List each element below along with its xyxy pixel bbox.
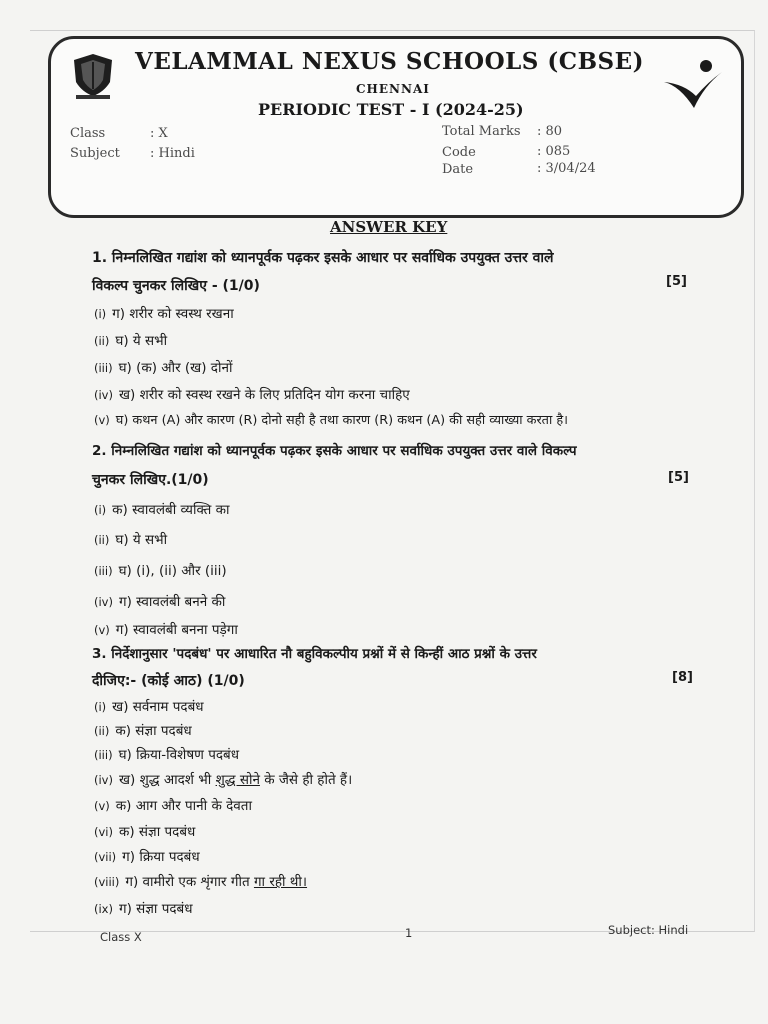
school-shield-logo	[70, 52, 116, 100]
footer-class: Class X	[100, 930, 142, 944]
q3-line2: दीजिए:- (कोई आठ) (1/0)	[92, 673, 245, 689]
q2-line2: चुनकर लिखिए.(1/0)	[92, 472, 209, 488]
school-city: CHENNAI	[356, 82, 430, 96]
footer-page-number: 1	[405, 926, 413, 940]
underlined-phrase: शुद्ध सोने	[215, 772, 260, 788]
total-marks-label: Total Marks	[442, 124, 521, 139]
q2-answer: (i) क) स्वावलंबी व्यक्ति का	[94, 502, 230, 518]
q1-answer: (v) घ) कथन (A) और कारण (R) दोनो सही है तथा कारण (R) कथन (A) की सही व्याख्या करता है।	[94, 413, 569, 428]
q3-answer: (ii) क) संज्ञा पदबंध	[94, 723, 192, 739]
test-title: PERIODIC TEST - I (2024-25)	[258, 100, 524, 119]
q2-answer: (v) ग) स्वावलंबी बनना पड़ेगा	[94, 622, 238, 638]
q1-answer: (iii) घ) (क) और (ख) दोनों	[94, 360, 233, 376]
school-name: VELAMMAL NEXUS SCHOOLS (CBSE)	[135, 48, 645, 75]
q1-marks: [5]	[666, 274, 687, 289]
q3-answer: (viii) ग) वामीरो एक शृंगार गीत गा रही थी।	[94, 874, 308, 890]
q3-answer: (vii) ग) क्रिया पदबंध	[94, 849, 200, 865]
q2-line1: 2. निम्नलिखित गद्यांश को ध्यानपूर्वक पढ़कर इसके आधार पर सर्वाधिक उपयुक्त उत्तर वाले विकल्प	[92, 443, 577, 459]
q1-answer: (i) ग) शरीर को स्वस्थ रखना	[94, 306, 234, 322]
q1-answer: (iv) ख) शरीर को स्वस्थ रखने के लिए प्रतिदिन योग करना चाहिए	[94, 387, 410, 403]
class-label: Class	[70, 126, 106, 141]
total-marks-value: : 80	[537, 124, 563, 139]
q2-marks: [5]	[668, 470, 689, 485]
q3-line1: 3. निर्देशानुसार 'पदबंध' पर आधारित नौ बहुविकल्पीय प्रश्नों में से किन्हीं आठ प्रश्नों के उत्तर	[92, 646, 537, 662]
q2-answer: (ii) घ) ये सभी	[94, 532, 168, 548]
footer-subject: Subject: Hindi	[608, 923, 689, 937]
class-value: : X	[150, 126, 168, 141]
code-label: Code	[442, 145, 476, 160]
q1-line1: 1. निम्नलिखित गद्यांश को ध्यानपूर्वक पढ़कर इसके आधार पर सर्वाधिक उपयुक्त उत्तर वाले	[92, 250, 554, 266]
date-label: Date	[442, 162, 474, 177]
q2-answer: (iii) घ) (i), (ii) और (iii)	[94, 563, 227, 579]
subject-label: Subject	[70, 146, 120, 161]
code-value: : 085	[537, 144, 571, 159]
answer-key-title: ANSWER KEY	[330, 218, 448, 236]
q3-answer: (vi) क) संज्ञा पदबंध	[94, 824, 196, 840]
q3-answer: (v) क) आग और पानी के देवता	[94, 798, 252, 814]
q2-answer: (iv) ग) स्वावलंबी बनने की	[94, 594, 226, 610]
underlined-phrase: गा रही थी।	[253, 874, 308, 890]
date-value: : 3/04/24	[537, 161, 596, 176]
q3-answer: (ix) ग) संज्ञा पदबंध	[94, 901, 193, 917]
q3-answer: (iii) घ) क्रिया-विशेषण पदबंध	[94, 747, 240, 763]
q3-marks: [8]	[672, 670, 693, 685]
subject-value: : Hindi	[150, 146, 195, 161]
q3-answer: (iv) ख) शुद्ध आदर्श भी शुद्ध सोने के जैसे ही होते हैं।	[94, 772, 353, 788]
q3-answer: (i) ख) सर्वनाम पदबंध	[94, 699, 204, 715]
q1-line2: विकल्प चुनकर लिखिए - (1/0)	[92, 278, 260, 294]
nexus-brand-logo	[660, 56, 726, 112]
q1-answer: (ii) घ) ये सभी	[94, 333, 168, 349]
